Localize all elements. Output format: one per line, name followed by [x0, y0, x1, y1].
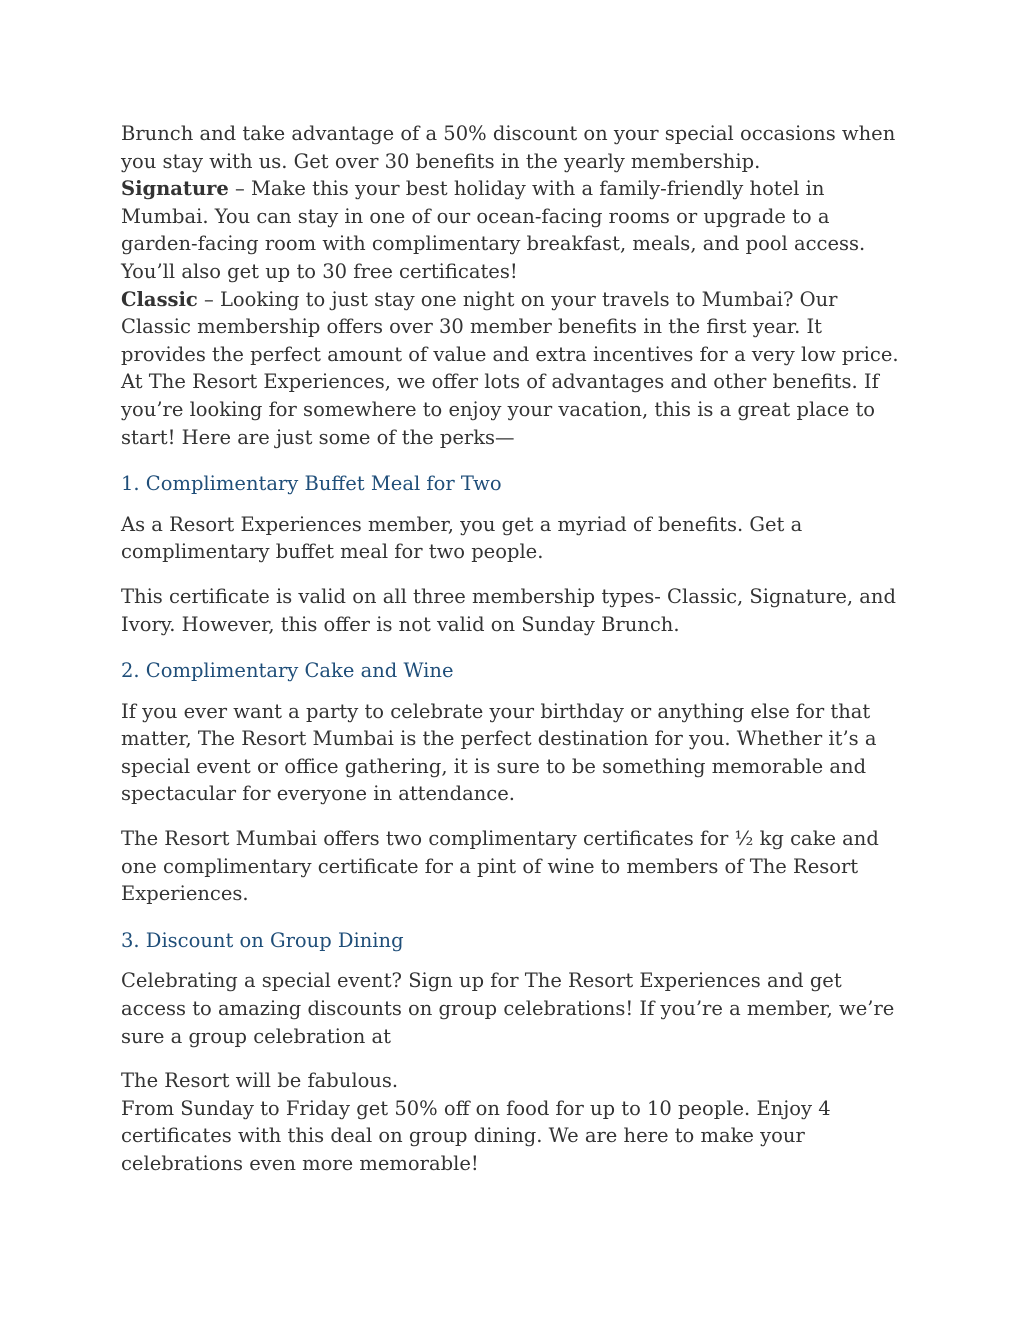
document-page [121, 120, 911, 1178]
classic-description: – Looking to just stay one night on your travels to Mumbai? Our Classic membership offers over 30 member benefits in the first year. It provides the perfect amount of value and extra incentives for a very low price. [121, 287, 899, 366]
intro-paragraph: Brunch and take advantage of a 50% discount on your special occasions when you stay with us. Get over 30 benefits in the yearly membership. [121, 122, 896, 173]
section-paragraph: The Resort Mumbai offers two complimentary certificates for ½ kg cake and one complimentary certificate for a pint of wine to members of The Resort Experiences. [121, 827, 879, 906]
classic-term: Classic [121, 287, 198, 311]
section-heading-buffet: 1. Complimentary Buffet Meal for Two [121, 472, 502, 496]
section-heading-cake-wine: 2. Complimentary Cake and Wine [121, 659, 454, 683]
section-paragraph: This certificate is valid on all three membership types- Classic, Signature, and Ivory. However, this offer is not valid on Sunday Brunch. [121, 584, 896, 636]
closing-paragraph: At The Resort Experiences, we offer lots of advantages and other benefits. If you’re looking for somewhere to enjoy your vacation, this is a great place to start! Here are just some of the perks— [121, 370, 879, 449]
section-heading-group-dining: 3. Discount on Group Dining [121, 928, 404, 952]
section-paragraph: The Resort will be fabulous. [121, 1069, 399, 1093]
section-paragraph: Celebrating a special event? Sign up for The Resort Experiences and get access to amazing discounts on group celebrations! If you’re a member, we’re sure a group celebration at [121, 969, 895, 1048]
signature-description: – Make this your best holiday with a family-friendly hotel in Mumbai. You can stay in one of our ocean-facing rooms or upgrade to a garden-facing room with complimentary breakfast, meals, and pool access. You’ll also get up to 30 free certificates! [121, 177, 866, 283]
classic-paragraph [121, 286, 911, 369]
signature-paragraph [121, 175, 911, 285]
section-paragraph: As a Resort Experiences member, you get a myriad of benefits. Get a complimentary buffet meal for two people. [121, 512, 803, 564]
signature-term: Signature [121, 177, 229, 201]
section-paragraph: If you ever want a party to celebrate your birthday or anything else for that matter, The Resort Mumbai is the perfect destination for you. Whether it’s a special event or office gathering, it is sure to be something memorable and spectacular for everyone in attendance. [121, 699, 877, 806]
section-paragraph: From Sunday to Friday get 50% off on food for up to 10 people. Enjoy 4 certificates with this deal on group dining. We are here to make your celebrations even more memorable! [121, 1096, 831, 1175]
